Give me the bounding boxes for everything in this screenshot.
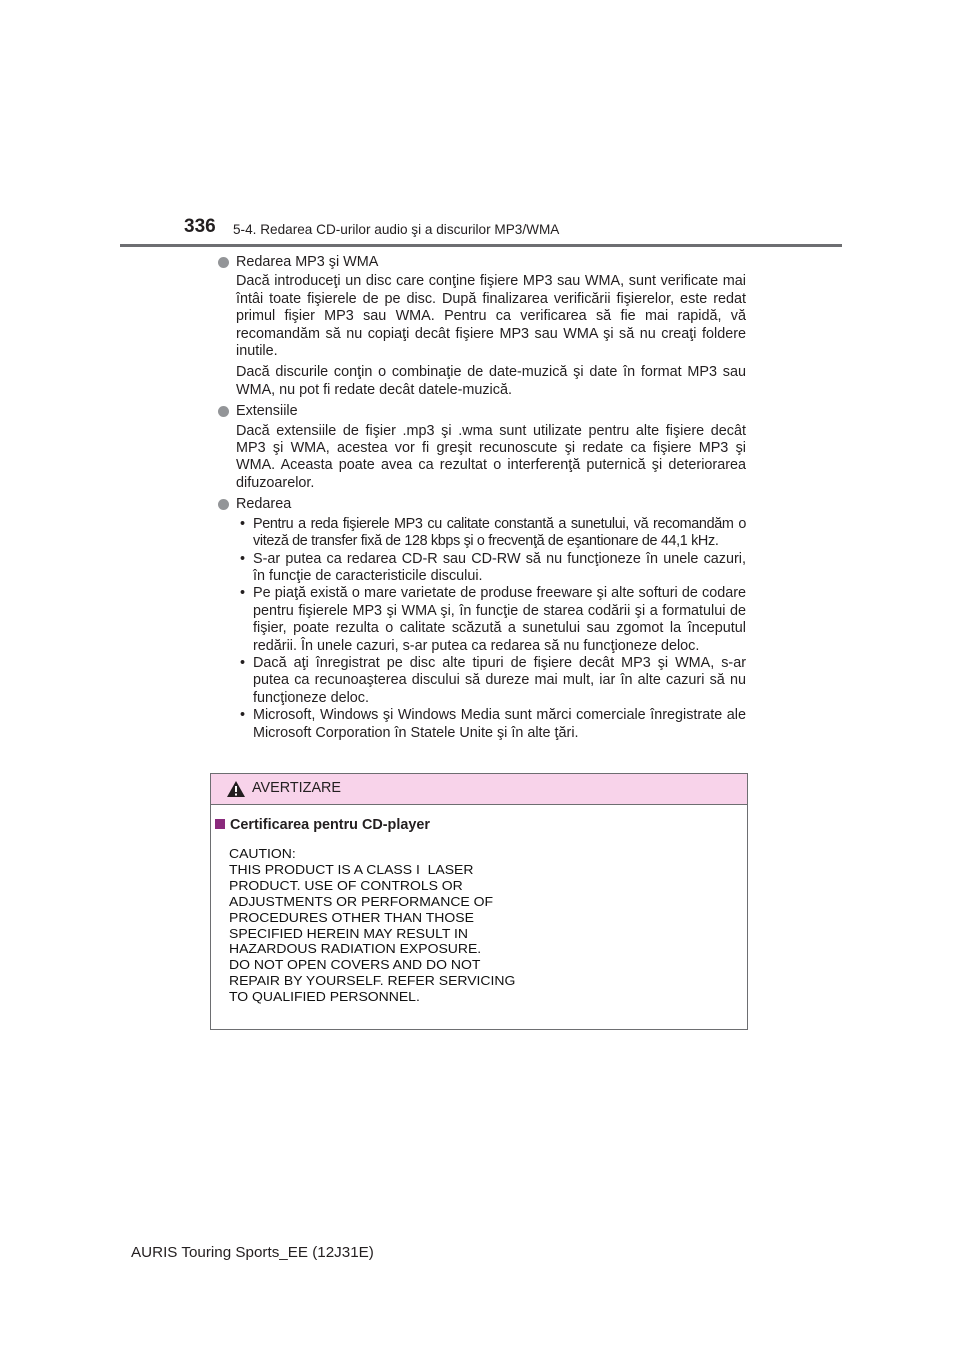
sub-item: • Dacă aţi înregistrat pe disc alte tipuri de fişiere decât MP3 şi WMA, s-ar putea ca recunoaşterea discului să dureze mai mult, iar în alte cazuri să nu funcţioneze deloc. [240,654,746,706]
dot-icon: • [240,515,245,532]
footer-model: AURIS Touring Sports_EE (12J31E) [131,1244,374,1261]
warning-box [210,773,748,1030]
warning-triangle-icon [226,780,246,803]
header-divider [120,244,842,247]
dot-icon: • [240,654,246,671]
page-number: 336 [184,216,216,237]
paragraph: Dacă discurile conţin o combinaţie de date-muzică şi date în format MP3 sau WMA, nu pot fi redate decât datele-muzică. [236,364,746,398]
square-bullet-icon [215,819,225,829]
dot-icon: • [240,707,246,724]
item-heading: Redarea MP3 şi WMA [236,254,379,270]
dot-icon: • [240,550,246,567]
bullet-icon [218,257,229,268]
warning-title: AVERTIZARE [252,780,342,796]
sub-item: • Pentru a reda fişierele MP3 cu calitate constantă a sunetului, vă recomandăm o viteză de transfer fixă de 128 kbps şi o frecvenţă de eşantionare de 44,1 kHz. [240,515,746,550]
bullet-icon [218,499,229,510]
list-item [218,254,746,399]
list-item [218,403,746,492]
list-item [218,496,746,742]
bullet-icon [218,406,229,417]
sub-item: • Pe piaţă există o mare varietate de produse freeware şi alte softuri de codare pentru fişierele MP3 şi WMA şi, în funcţie de starea codării şi a formatului de fişier, poate rezulta o calitate scăzută a sunetului sau zgomot la începutul redării. În unele cazuri, s-ar putea ca redarea să nu funcţioneze deloc. [240,585,746,654]
item-heading: Redarea [236,496,292,513]
paragraph: Dacă extensiile de fişier .mp3 şi .wma sunt utilizate pentru alte fişiere decât MP3 şi WMA, acestea vor fi greşit recunoscute şi redate ca fişiere MP3 şi WMA. Aceasta poate avea ca rezultat o interferenţă puternică şi deteriorarea difuzoarelor. [236,422,746,491]
section-title: 5-4. Redarea CD-urilor audio şi a discurilor MP3/WMA [233,222,560,237]
sub-list [240,516,746,742]
caution-label: CAUTION: THIS PRODUCT IS A CLASS I LASER PRODUCT. USE OF CONTROLS OR ADJUSTMENTS OR PERFORMANCE OF PROCEDURES OTHER THAN THOSE SPECIFIED HEREIN MAY RESULT IN HAZARDOUS RADIATION EXPOSURE. DO NOT OPEN COVERS AND DO NOT REPAIR BY YOURSELF. REFER SERVICING TO QUALIFIED PERSONNEL. [229,846,516,1005]
warning-header [211,774,747,805]
item-heading: Extensiile [236,403,298,420]
sub-item: • S-ar putea ca redarea CD-R sau CD-RW să nu funcţioneze în unele cazuri, în funcţie de caracteristicile discului. [240,550,746,584]
main-content [218,254,746,746]
dot-icon: • [240,585,246,602]
warning-heading: Certificarea pentru CD-player [215,817,430,833]
paragraph: Dacă introduceţi un disc care conţine fişiere MP3 sau WMA, sunt verificate mai întâi toate fişierele de pe disc. După finalizarea verificării fişierelor, este redat primul fişier MP3 sau WMA. Pentru ca verificarea să fie mai rapidă, vă recomandăm să nu copiaţi decât fişiere MP3 sau WMA şi să nu creaţi foldere inutile. [236,273,746,360]
sub-item: • Microsoft, Windows şi Windows Media sunt mărci comerciale înregistrate ale Microsoft Corporation în Statele Unite şi în alte ţări. [240,707,746,741]
